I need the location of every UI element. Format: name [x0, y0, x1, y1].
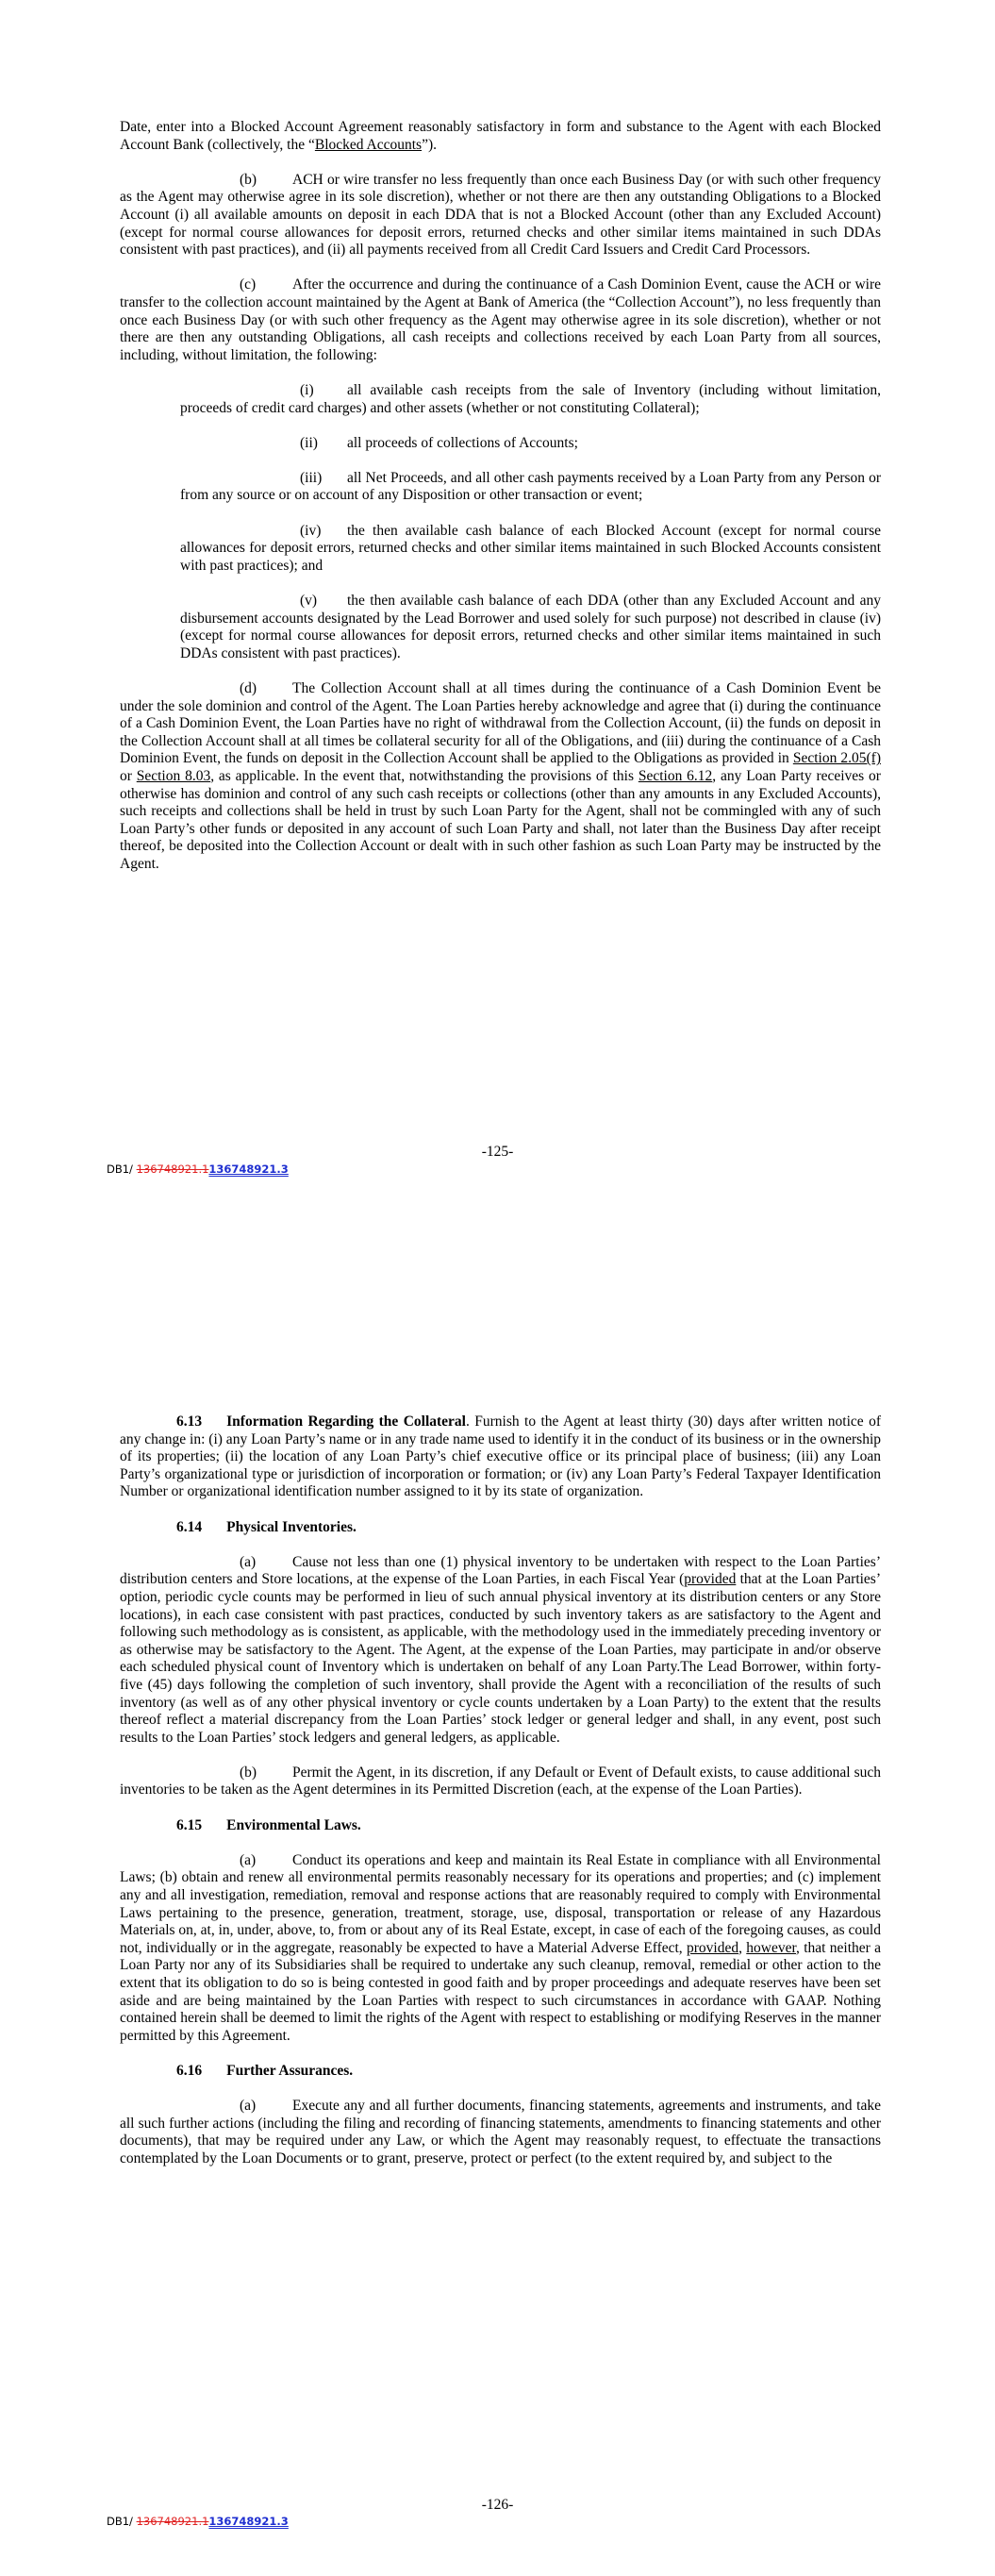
section-6-14-heading: 6.14 Physical Inventories.	[176, 1518, 357, 1535]
list-item-ii: (ii) all proceeds of collections of Accounts;	[300, 434, 578, 451]
defined-term-blocked-accounts: Blocked Accounts	[314, 136, 423, 153]
paragraph-intro: Date, enter into a Blocked Account Agreement reasonably satisfactory in form and substance to the Agent with each Blocked Account Bank (collectively, the “Blocked Accounts”).	[120, 119, 881, 153]
section-6-13-title: Information Regarding the Collateral	[226, 1413, 466, 1430]
page-body	[120, 1413, 881, 2185]
section-ref-2-05f: Section 2.05(f)	[792, 750, 881, 767]
section-6-14-b: (b) Permit the Agent, in its discretion, if any Default or Event of Default exists, to cause additional such inventories to be taken as the Agent determines in its Permitted Discretion (each, at the expense of the Loan Parties).	[120, 1764, 881, 1798]
paragraph-d: (d) The Collection Account shall at all times during the continuance of a Cash Dominion Event be under the sole dominion and control of the Agent. The Loan Parties hereby acknowledge and agree that (i) during the continuance of a Cash Dominion Event, the Loan Parties have no right of withdrawal from the Collection Account, (ii) the funds on deposit in the Collection Account shall at all times be collateral security for all of the Obligations, and (iii) during the continuance of a Cash Dominion Event, the funds on deposit in the Collection Account shall be applied to the Obligations as provided in Section 2.05(f) or Section 8.03, as applicable. In the event that, notwithstanding the provisions of this Section 6.12, any Loan Party receives or otherwise has dominion and control of any such cash receipts or collections (other than any amounts in any Excluded Accounts), such receipts and collections shall be held in trust by such Loan Party for the Agent, shall not be commingled with any of such Loan Party’s other funds or deposited in any account of such Loan Party and shall, not later than the Business Day after receipt thereof, be deposited into the Collection Account or dealt with in such other fashion as such Loan Party may be instructed by the Agent.	[120, 680, 881, 872]
section-ref-8-03: Section 8.03	[136, 767, 211, 784]
list-item-iv: (iv) the then available cash balance of each Blocked Account (except for normal course allowances for deposit errors, returned checks and other similar items maintained in such Blocked Accounts consistent with past practices); and	[180, 522, 881, 574]
section-6-13: 6.13 Information Regarding the Collateral. Furnish to the Agent at least thirty (30) days after written notice of any change in: (i) any Loan Party’s name or in any trade name used to identify it in the conduct of its business or in the ownership of its properties; (ii) the location of any Loan Party’s chief executive office or its principal place of business; (iii) any Loan Party’s organizational type or jurisdiction of incorporation or formation; or (iv) any Loan Party’s Federal Taxpayer Identification Number or organizational identification number assigned to it by its state of organization.	[120, 1413, 881, 1500]
section-6-15-heading: 6.15 Environmental Laws.	[176, 1816, 361, 1833]
document-id-footer: DB1/ 136748921.1136748921.3	[107, 2515, 289, 2528]
deleted-doc-id: 136748921.1	[136, 1163, 209, 1176]
inserted-doc-id: 136748921.3	[208, 2515, 289, 2528]
section-6-16-a: (a) Execute any and all further documents, financing statements, agreements and instruments, and take all such further actions (including the filing and recording of financing statements, amendments to financing statements and other documents), that may be required under any Law, or which the Agent may reasonably request, to effectuate the transactions contemplated by the Loan Documents or to grant, preserve, protect or perfect (to the extent required by, and subject to the	[120, 2098, 881, 2166]
document-id-footer: DB1/ 136748921.1136748921.3	[107, 1163, 289, 1176]
deleted-doc-id: 136748921.1	[136, 2515, 209, 2528]
page-body	[120, 119, 881, 891]
list-item-i: (i) all available cash receipts from the sale of Inventory (including without limitation, proceeds of credit card charges) and other assets (whether or not constituting Collateral);	[180, 381, 881, 416]
paragraph-b: (b) ACH or wire transfer no less frequently than once each Business Day (or with such other frequency as the Agent may otherwise agree in its sole discretion), whether or not there are then any outstanding Obligations to a Blocked Account (i) all available amounts on deposit in each DDA that is not a Blocked Account (other than any Excluded Account) (except for normal course allowances for deposit errors, returned checks and other similar items maintained in such DDAs consistent with past practices), and (ii) all payments received from all Credit Card Issuers and Credit Card Processors.	[120, 171, 881, 259]
page-number: -125-	[481, 1144, 514, 1160]
section-6-15-a: (a) Conduct its operations and keep and maintain its Real Estate in compliance with all Environmental Laws; (b) obtain and renew all environmental permits reasonably necessary for its operations and properties; and (c) implement any and all investigation, remediation, removal and response actions that are reasonably required to comply with Environmental Laws pertaining to the presence, generation, treatment, storage, use, disposal, transportation or release of any Hazardous Materials on, at, in, under, above, to, from or about any of its Real Estate, except, in case of each of the foregoing causes, as could not, individually or in the aggregate, reasonably be expected to have a Material Adverse Effect, provided, however, that neither a Loan Party nor any of its Subsidiaries shall be required to undertake any such cleanup, removal, remedial or other action to the extent that its obligation to do so is being contested in good faith and by proper proceedings and adequate reserves have been set aside and are being maintained by the Loan Parties with respect to such circumstances in accordance with GAAP. Nothing contained herein shall be deemed to limit the rights of the Agent with respect to establishing or modifying Reserves in the manner permitted by this Agreement.	[120, 1851, 881, 2044]
page-number: -126-	[481, 2497, 514, 2513]
list-item-iii: (iii) all Net Proceeds, and all other cash payments received by a Loan Party from any Person or from any source or on account of any Disposition or other transaction or event;	[180, 469, 881, 504]
section-ref-6-12: Section 6.12	[638, 767, 713, 784]
paragraph-c: (c) After the occurrence and during the continuance of a Cash Dominion Event, cause the ACH or wire transfer to the collection account maintained by the Agent at Bank of America (the “Collection Account”), no less frequently than once each Business Day (or with such other frequency as the Agent may otherwise agree in its sole discretion), whether or not there are then any outstanding Obligations, all cash receipts and collections received by each Loan Party from all sources, including, without limitation, the following:	[120, 276, 881, 363]
section-6-16-heading: 6.16 Further Assurances.	[176, 2062, 354, 2079]
section-6-14-a: (a) Cause not less than one (1) physical inventory to be undertaken with respect to the Loan Parties’ distribution centers and Store locations, at the expense of the Loan Parties, in each Fiscal Year (provided that at the Loan Parties’ option, periodic cycle counts may be performed in lieu of such annual physical inventory at its distribution centers or any Store locations), in each case consistent with past practices, conducted by such inventory takers as are satisfactory to the Agent and following such methodology as is consistent, as applicable, with the methodology used in the immediately preceding inventory or as otherwise may be satisfactory to the Agent. The Agent, at the expense of the Loan Parties, may participate in and/or observe each scheduled physical count of Inventory which is undertaken on behalf of any Loan Party.The Lead Borrower, within forty-five (45) days following the completion of such inventory, shall provide the Agent with a reconciliation of the results of such inventory (as well as of any other physical inventory or cycle counts undertaken by a Loan Party) to the extent that the results thereof reflect a material discrepancy from the Loan Parties’ stock ledger or general ledger and shall, in any event, post such results to the Loan Parties’ stock ledgers and general ledgers, as applicable.	[120, 1553, 882, 1746]
document-page-126	[0, 1288, 995, 2576]
inserted-doc-id: 136748921.3	[208, 1163, 289, 1176]
list-item-v: (v) the then available cash balance of each DDA (other than any Excluded Account and any disbursement accounts designated by the Lead Borrower and used solely for such purpose) not described in clause (iv) (except for normal course allowances for deposit errors, returned checks and other similar items maintained in such DDAs consistent with past practices).	[180, 593, 881, 661]
